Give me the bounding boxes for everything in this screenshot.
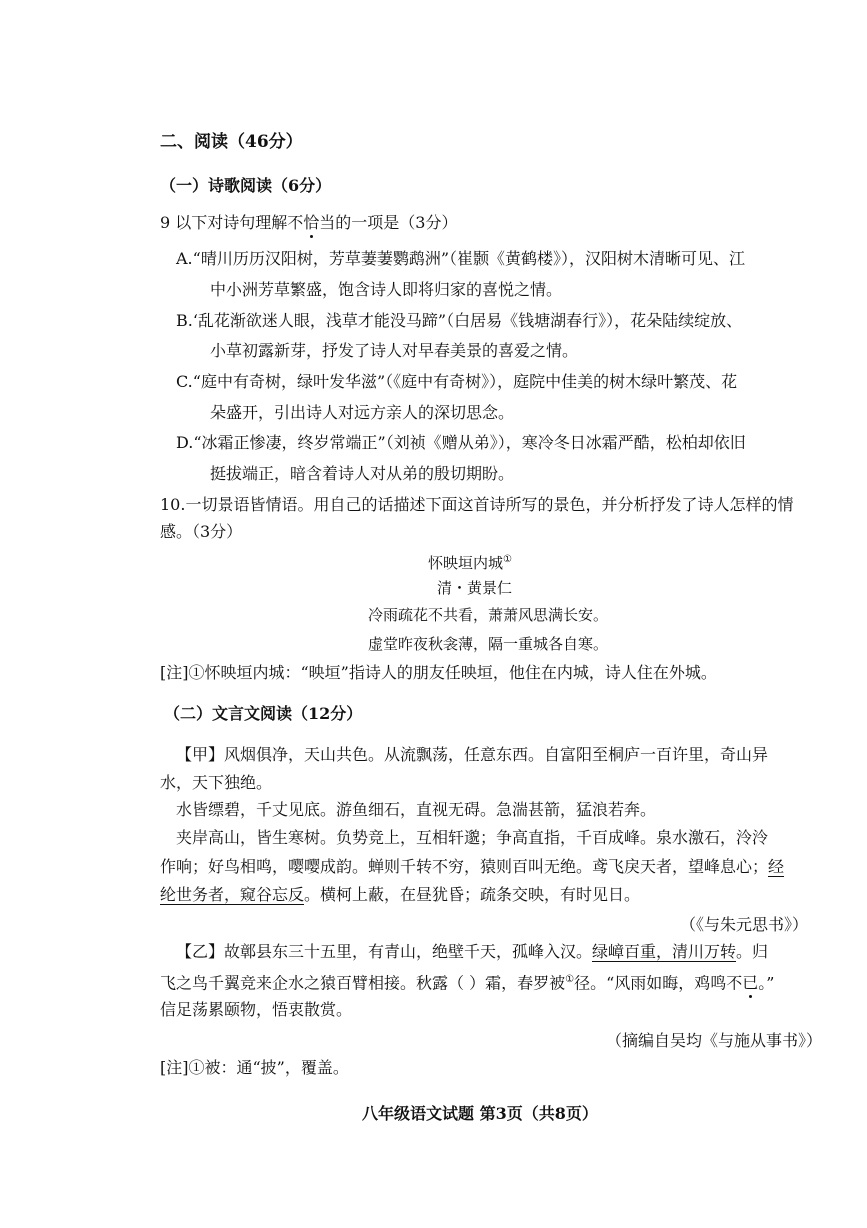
jia-p2: 水皆缥碧，千丈见底。游鱼细石，直视无碍。急湍甚箭，猛浪若奔。 [176,800,657,819]
yi-emphasis-char: 已 [742,973,759,993]
poem-line-1: 冷雨疏花不共看，萧萧风思满长安。 [368,606,609,624]
yi-text: 。归 [736,942,769,961]
yi-line3: 信足荡累颐物，悟衷散赏。 [160,1000,353,1019]
q9-option-b-line2: 小草初露新芽，抒发了诗人对早春美景的喜爱之情。 [210,341,579,360]
yi-text: 径。“风雨如晦，鸡鸣不 [574,973,743,993]
classical-heading: （二）文言文阅读（12分） [164,704,363,723]
q9-option-a-line2: 中小洲芳草繁盛，饱含诗人即将归家的喜悦之情。 [210,280,563,299]
yi-line1 [176,941,768,963]
yi-text: 【乙】故鄣县东三十五里，有青山，绝壁千天，孤峰入汉。 [176,942,593,961]
q9-option-b-line1: B.‘乱花渐欲迷人眼，浅草才能没马蹄”（白居易《钱塘湖春行》），花朵陆续绽放、 [176,311,743,330]
jia-source: （《与朱元思书》） [680,915,809,934]
poem-author: 清・黄景仁 [437,579,513,597]
jia-p1-line2: 水，天下独绝。 [160,773,273,792]
jia-underlined-sentence: 纶世务者，窥谷忘反 [160,885,305,904]
jia-p1-line1: 【甲】风烟俱净，天山共色。从流飘荡，任意东西。自富阳至桐庐一百许里，奇山异 [176,745,769,764]
poem-line-2: 虚堂昨夜秋衾薄，隔一重城各自寒。 [368,635,609,653]
q9-stem-part: 当的一项是（3分） [319,213,458,232]
q9-emphasis-char: 恰 [303,213,320,232]
yi-text: 。” [758,973,775,993]
yi-line2 [160,969,774,994]
page-footer: 八年级语文试题 第3页（共8页） [362,1104,598,1123]
yi-underlined-sentence: 绿嶂百重，清川万转 [592,942,737,961]
q9-option-d-line1: D.“冰霜正惨凄，终岁常端正”（刘祯《赠从弟》），寒冷冬日冰霜严酷，松柏却依旧 [176,433,746,452]
q9-option-d-line2: 挺拔端正，暗含着诗人对从弟的殷切期盼。 [210,464,515,483]
q9-stem-part: 9 以下对诗句理解不 [160,213,304,232]
q9-option-c-line1: C.“庭中有奇树，绿叶发华滋”（《庭中有奇树》），庭院中佳美的树木绿叶繁茂、花 [176,372,738,391]
yi-source: （摘编自吴均《与施从事书》） [606,1031,823,1050]
classical-note: [注]①被：通“披”，覆盖。 [160,1058,349,1077]
q9-option-a-line1: A.“晴川历历汉阳树，芳草萋萋鹦鹉洲”（崔颢《黄鹤楼》），汉阳树木清晰可见、江 [176,249,746,268]
poem-note: [注]①怀映垣内城：“映垣”指诗人的朋友任映垣，他住在内城，诗人住在外城。 [160,663,717,682]
jia-underlined-sentence: 经 [768,857,785,876]
question-10-line1: 10.一切景语皆情语。用自己的话描述下面这首诗所写的景色，并分析抒发了诗人怎样的情 [160,495,794,514]
poem-footnote-mark: ① [503,554,512,565]
poem-title [428,549,512,574]
jia-p3-line1: 夹岸高山，皆生寒树。负势竞上，互相轩邈；争高直指，千百成峰。泉水激石，泠泠 [176,828,769,847]
poem-title-text: 怀映垣内城 [428,554,504,572]
jia-p3-text: 作响；好鸟相鸣，嘤嘤成韵。蝉则千转不穷，猿则百叫无绝。鸢飞戾天者，望峰息心； [160,857,769,876]
question-10-line2: 感。（3分） [160,522,243,541]
question-9-stem [160,212,457,234]
jia-p3-line3 [160,884,640,906]
poetry-heading: （一）诗歌阅读（6分） [160,176,332,195]
jia-p3-line2 [160,856,784,878]
jia-p3-text: 。横柯上蔽，在昼犹昏；疏条交映，有时见日。 [304,885,641,904]
yi-text: 飞之鸟千翼竞来企水之猿百臂相接。秋露（ ）霜，春罗被 [160,973,566,993]
section-title: 二、阅读（46分） [160,132,303,152]
yi-footnote-mark: ① [565,974,575,985]
q9-option-c-line2: 朵盛开，引出诗人对远方亲人的深切思念。 [210,403,515,422]
